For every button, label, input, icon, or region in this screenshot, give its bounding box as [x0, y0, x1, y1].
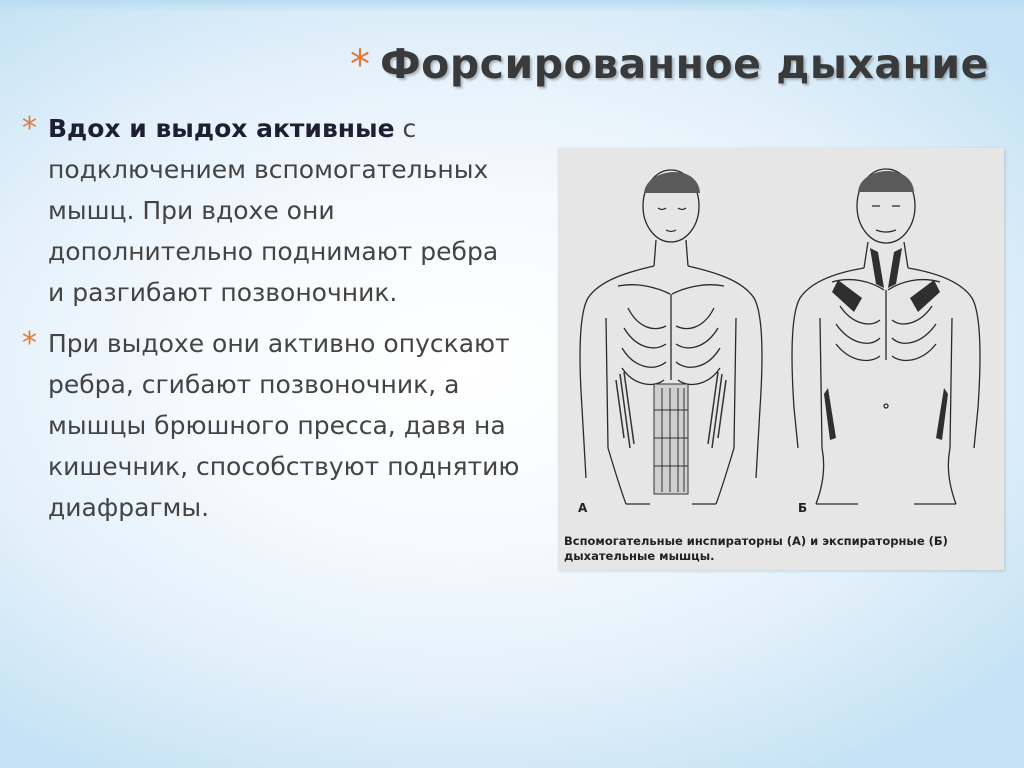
figure-caption	[564, 534, 1000, 564]
figure-label-b: Б	[798, 501, 808, 515]
anatomy-figure	[558, 148, 1004, 570]
figure-label-a: А	[578, 501, 588, 515]
caption-line-2: дыхательные мышцы.	[564, 549, 715, 563]
bullet-item-exhale	[22, 323, 522, 528]
bullet-text: При выдохе они активно опускают ребра, сгибают позвоночник, а мышцы брюшного пресса, давя на кишечник, способствуют поднятию диафрагмы.	[48, 329, 520, 522]
bullet-star-icon: *	[22, 326, 37, 361]
bullet-bold-text: Вдох и выдох активные	[48, 114, 395, 143]
bullet-star-icon: *	[22, 111, 37, 146]
bullet-list	[22, 108, 522, 528]
title-text: Форсированное дыхание	[380, 40, 989, 88]
slide-title	[350, 40, 989, 100]
caption-line-1: Вспомогательные инспираторны (А) и экспираторные (Б)	[564, 534, 948, 548]
bullet-item-inhale	[22, 108, 522, 313]
muscles-a	[616, 372, 726, 494]
torso-illustration	[558, 148, 1004, 570]
torso-b-drawing	[792, 169, 980, 504]
title-star-icon: *	[350, 42, 370, 88]
bullet-text: с подключением вспомогательных мышц. При вдохе они дополнительно поднимают ребра и разгибают позвоночник.	[48, 114, 499, 307]
